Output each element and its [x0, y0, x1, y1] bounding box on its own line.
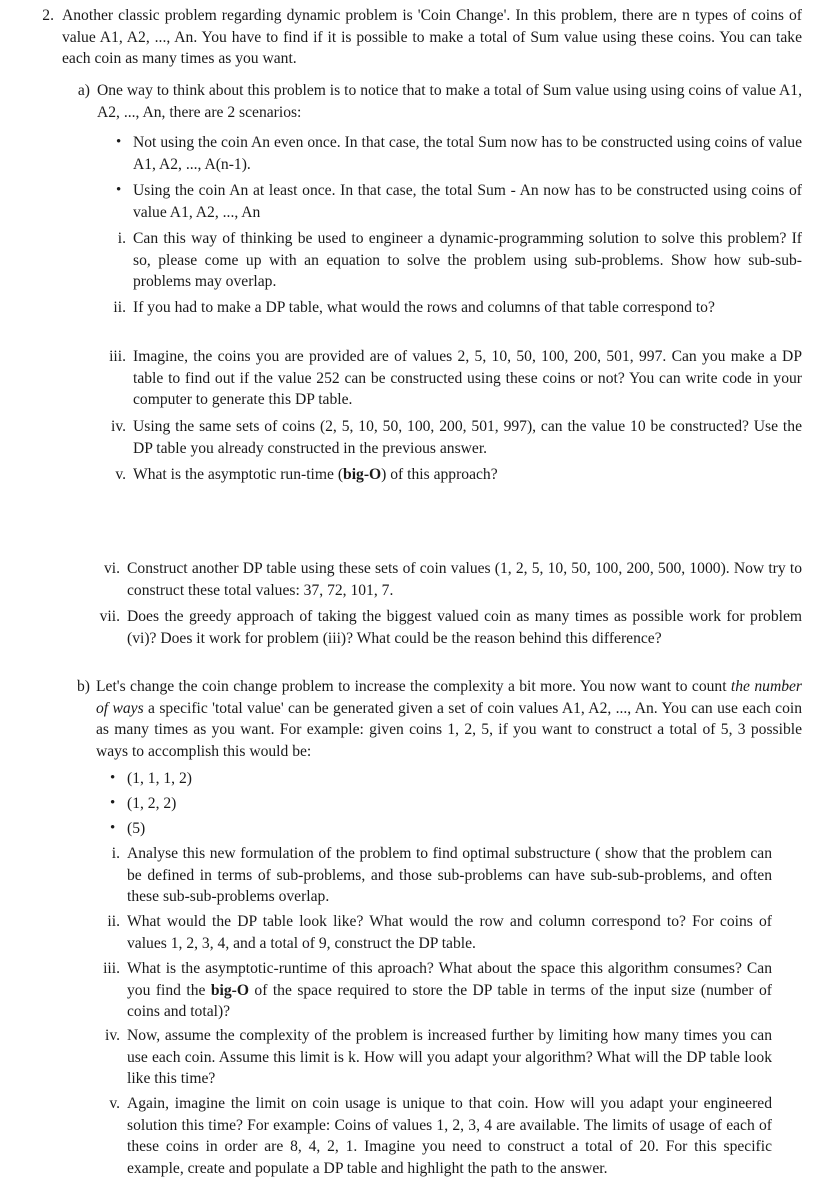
question-text-before: What is the asymptotic run-time (: [133, 466, 344, 483]
question-text: If you had to make a DP table, what would the rows and columns of that table correspond to?: [133, 299, 715, 316]
bullet-icon: •: [110, 820, 116, 836]
question-a-i: [0, 228, 840, 293]
question-text: Does the greedy approach of taking the biggest valued coin as many times as possible work for problem (vi)? Does it work for problem (iii)? What could be the reason behind this difference?: [127, 608, 802, 647]
question-text: Using the same sets of coins (2, 5, 10, 50, 100, 200, 501, 997), can the value 10 be constructed? Use the DP table you already constructed in the previous answer.: [133, 418, 802, 457]
problem-number: 2.: [42, 7, 54, 24]
question-text: Construct another DP table using these sets of coin values (1, 2, 5, 10, 50, 100, 200, 500, 1000). Now try to construct these total values: 37, 72, 101, 7.: [127, 560, 802, 599]
question-b-iv: [0, 1025, 840, 1090]
question-label: v.: [109, 1095, 120, 1112]
part-b-intro-emphasis: the number of ways: [96, 678, 802, 717]
question-a-vi: [0, 558, 840, 601]
part-b: [0, 676, 840, 762]
part-b-label: b): [77, 678, 90, 695]
question-label: i.: [111, 845, 120, 862]
question-label: iv.: [110, 418, 126, 435]
question-text: What would the DP table look like? What would the row and column correspond to? For coins of values 1, 2, 3, 4, and a total of 9, construct the DP table.: [127, 913, 772, 952]
problem-intro-text: Another classic problem regarding dynamic problem is 'Coin Change'. In this problem, there are n types of coins of value A1, A2, ..., An. You have to find if it is possible to make a total of Sum value using these coins. You can take each coin as many times as you want.: [62, 7, 802, 68]
way-text: (5): [127, 820, 146, 837]
part-a-label: a): [77, 82, 90, 99]
question-text-after: of the space required to store the DP table in terms of the input size (number of coins and total)?: [127, 981, 772, 1021]
question-label: i.: [117, 230, 126, 247]
question-label: vii.: [99, 608, 120, 625]
question-b-iii: [0, 958, 840, 1023]
question-b-v: [0, 1093, 840, 1179]
part-b-intro-1: Let's change the coin change problem to increase the complexity a bit more. You now want to count: [96, 678, 727, 695]
part-b-intro-2: a specific 'total value' can be generated given a set of coin values A1, A2, ..., An. You can use each coin as many times as you want. For example: given coins 1, 2, 5, if you want to construct a total of 5, 3 possible ways to accomplish this would be:: [96, 699, 802, 760]
way-item: [0, 793, 840, 815]
way-text: (1, 2, 2): [127, 795, 177, 812]
big-o-emphasis: big-O: [210, 981, 249, 999]
bullet-icon: •: [110, 795, 116, 811]
way-item: [0, 818, 840, 840]
question-label: vi.: [103, 560, 120, 577]
question-label: iii.: [103, 960, 120, 977]
big-o-emphasis: big-O: [343, 466, 382, 483]
scenario-bullet: [0, 180, 840, 223]
bullet-icon: •: [116, 182, 122, 198]
question-label: v.: [115, 466, 126, 483]
question-label: iii.: [109, 348, 126, 365]
way-text: (1, 1, 1, 2): [127, 770, 192, 787]
part-b-intro: [96, 676, 802, 762]
bullet-icon: •: [110, 770, 116, 786]
scenario-text: Using the coin An at least once. In that case, the total Sum - An now has to be constructed using coins of value A1, A2, ..., An: [133, 182, 802, 221]
question-b-i: [0, 843, 840, 908]
question-text: [133, 464, 802, 486]
question-text: Can this way of thinking be used to engineer a dynamic-programming solution to solve this problem? If so, please come up with an equation to solve the problem using sub-problems. Show how sub-sub-problems may overlap.: [133, 230, 802, 291]
question-text: Analyse this new formulation of the problem to find optimal substructure ( show that the problem can be defined in terms of sub-problems, and those sub-problems can have sub-sub-problems, and often these sub-sub-problems overlap.: [127, 845, 772, 906]
question-a-v: [0, 464, 840, 486]
question-a-iii: [0, 346, 840, 411]
scenario-text: Not using the coin An even once. In that case, the total Sum now has to be constructed using coins of value A1, A2, ..., A(n-1).: [133, 134, 802, 173]
question-text: Imagine, the coins you are provided are of values 2, 5, 10, 50, 100, 200, 501, 997. Can you make a DP table to find out if the value 252 can be constructed using these coins or not? You can write code in your computer to generate this DP table.: [133, 348, 802, 409]
question-text: Again, imagine the limit on coin usage is unique to that coin. How will you adapt your engineered solution this time? For example: Coins of values 1, 2, 3, 4 are available. The limits of usage of each of these coins in order are 8, 4, 2, 1. Imagine you need to construct a total of 20. For this specific example, create and populate a DP table and highlight the path to the answer.: [127, 1095, 772, 1177]
problem-intro: [62, 5, 802, 70]
question-label: ii.: [113, 299, 126, 316]
question-a-iv: [0, 416, 840, 459]
question-a-ii: [0, 297, 840, 319]
problem-2: [0, 5, 840, 70]
question-text-before: What is the asymptotic-runtime of this aproach? What about the space this algorithm consumes? Can you find the: [127, 960, 772, 999]
question-a-vii: [0, 606, 840, 649]
question-b-ii: [0, 911, 840, 954]
part-a: [0, 80, 840, 123]
question-label: iv.: [104, 1027, 120, 1044]
way-item: [0, 768, 840, 790]
question-text: Now, assume the complexity of the problem is increased further by limiting how many times you can use each coin. Assume this limit is k. How will you adapt your algorithm? What will the DP table look like this time?: [127, 1027, 772, 1088]
bullet-icon: •: [116, 134, 122, 150]
question-label: ii.: [107, 913, 120, 930]
part-a-intro: One way to think about this problem is to notice that to make a total of Sum value using using coins of value A1, A2, ..., An, there are 2 scenarios:: [97, 82, 802, 121]
scenario-bullet: [0, 132, 840, 175]
question-text: [127, 958, 772, 1023]
question-text-after: ) of this approach?: [381, 466, 498, 483]
